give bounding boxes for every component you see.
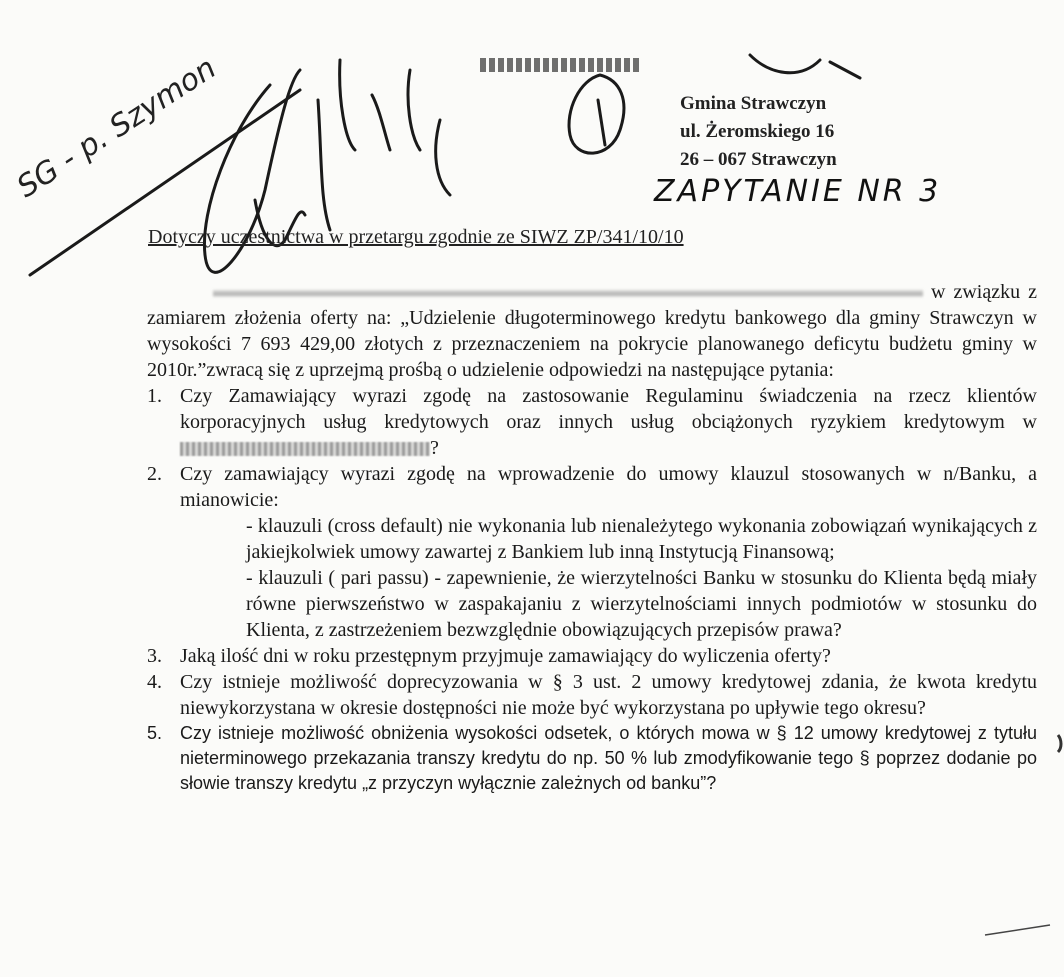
question-number: 5. bbox=[147, 723, 163, 743]
address-line-2: ul. Żeromskiego 16 bbox=[680, 121, 835, 142]
question-text: Czy Zamawiający wyrazi zgodę na zastosowanie Regulaminu świadczenia na rzecz klientów korporacyjnych usług kredytowych oraz innych usług obciążonych ryzykiem kredytowym w bbox=[180, 385, 1037, 433]
question-suffix: ? bbox=[430, 437, 439, 459]
question-text: Jaką ilość dni w roku przestępnym przyjmuje zamawiający do wyliczenia oferty? bbox=[180, 645, 831, 667]
address-line-3: 26 – 067 Strawczyn bbox=[680, 149, 837, 170]
intro-text: w związku z zamiarem złożenia oferty na: „Udzielenie długoterminowego kredytu bankowego dla gminy Strawczyn w wysokości 7 693 429,00 złotych z przeznaczeniem na pokrycie planowanego deficytu budżetu gminy w 2010r.”zwracą się z uprzejmą prośbą o udzielenie odpowiedzi na następujące pytania: bbox=[147, 281, 1037, 381]
inquiry-number-label: ZAPYTANIE NR 3 bbox=[654, 174, 942, 209]
question-text: Czy istnieje możliwość doprecyzowania w § 3 ust. 2 umowy kredytowej zdania, że kwota kredytu niewykorzystana w okresie dostępności nie może być wykorzystana po upływie tego okresu? bbox=[180, 671, 1037, 719]
address-line-1: Gmina Strawczyn bbox=[680, 93, 827, 114]
subject-line: Dotyczy uczestnictwa w przetargu zgodnie ze SIWZ ZP/341/10/10 bbox=[148, 226, 684, 248]
question-text: Czy istnieje możliwość obniżenia wysokości odsetek, o których mowa w § 12 umowy kredytowej z tytułu nieterminowego przekazania transzy kredytu do np. 50 % lub zmodyfikowanie tego § poprzez dodanie po słowie transzy kredytu „z przyczyn wyłącznie zależnych od banku”? bbox=[180, 723, 1037, 793]
question-number: 1. bbox=[147, 385, 162, 407]
question-number: 4. bbox=[147, 671, 162, 693]
question-text: Czy zamawiający wyrazi zgodę na wprowadzenie do umowy klauzul stosowanych w n/Banku, a mianowicie: bbox=[180, 463, 1037, 511]
clause-item: - klauzuli ( pari passu) - zapewnienie, że wierzytelności Banku w stosunku do Klienta będą miały równe pierwszeństwo w zaspakajaniu z wierzytelnościami innych podmiotów w stosunku do Klienta, z zastrzeżeniem bezwzględnie obowiązujących przepisów prawa? bbox=[246, 567, 1037, 641]
question-number: 2. bbox=[147, 463, 162, 485]
clause-item: - klauzuli (cross default) nie wykonania lub nienależytego wykonania zobowiązań wynikających z jakiejkolwiek umowy zawartej z Bankiem lub inną Instytucją Finansową; bbox=[246, 515, 1037, 563]
handwritten-note: SG - p. Szymon bbox=[10, 50, 223, 206]
question-number: 3. bbox=[147, 645, 162, 667]
